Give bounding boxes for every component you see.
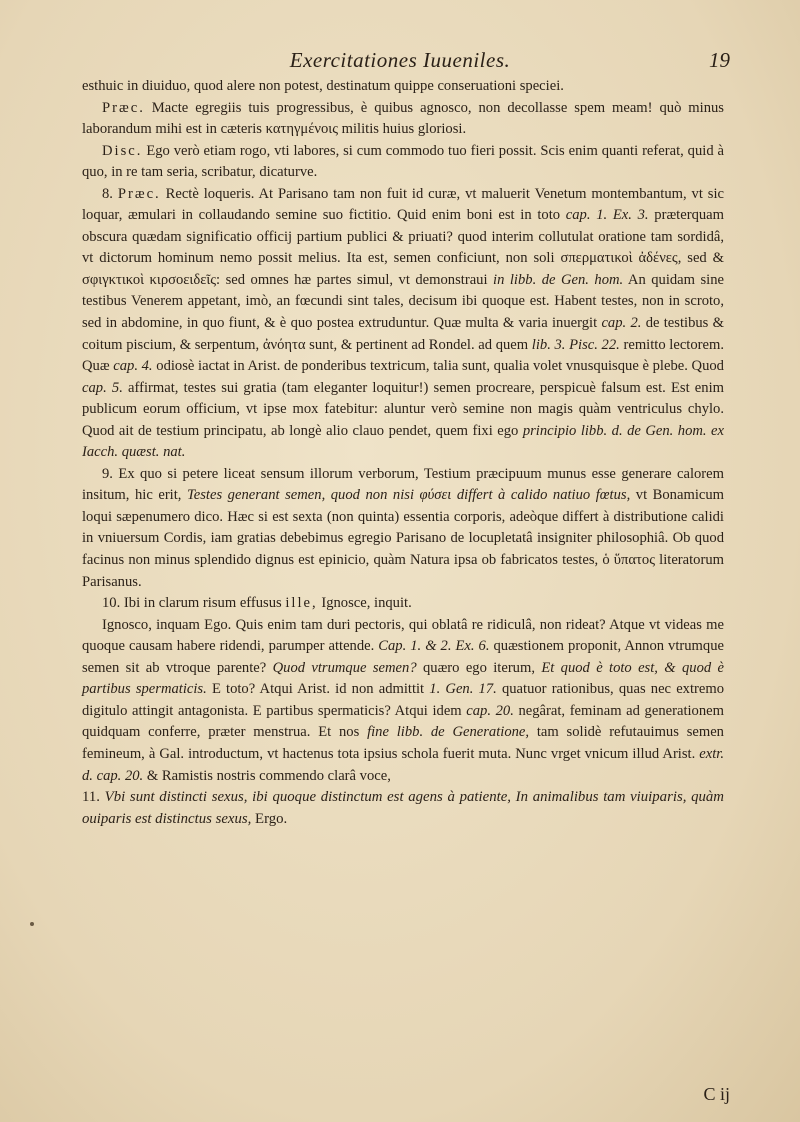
text-span: Ibi in clarum risum effusus <box>123 595 282 612</box>
speaker-label: ille, <box>285 595 318 612</box>
paragraph-3-text: Ego verò etiam rogo, vti labores, si cum commodo tuo fieri possit. Scis enim quanti referat, quid à quo, in re tam seria, scribatur, dicaturve. <box>82 142 724 181</box>
text-span: præterquam obscura quædam significatio officij partium publici & priuati? quod interim collutulat oratione tam sordidâ, vt dictorum hominum nemo possit melius. Ita est, semen conficiunt, non soli σπερματικοὶ ἀδένες, sed & σφιγκτικοὶ κιρσοειδεῖς: sed omnes hæ partes simul, vt demonstraui <box>82 207 724 288</box>
section-number: 8. <box>102 185 113 202</box>
quotation: Et quod è toto est, & quod è partibus spermaticis. <box>82 659 724 698</box>
text-span: vt Bonamicum loqui sæpenumero dico. Hæc si est sexta (non quinta) essentia corporis, adeòque differt à distributione calidi in vniuersum Cordis, iam gratias debebimus egregio Parisano de locupletatâ insigniter philosophiâ. Ob quod facinus non minus splendido dignus est epinicio, quàm Natura ipsa ob fabricatos testes, ὁ ὕπατος literatorum Parisanus. <box>82 487 724 590</box>
paragraph-2-text: Macte egregiis tuis progressibus, è quibus agnosco, non decollasse spem meam! quò minus laborandum mihi est in cæteris κατηγμένοις militis huius gloriosi. <box>82 99 724 138</box>
paragraph-7 <box>82 615 724 787</box>
section-number: 9. <box>102 465 113 482</box>
paragraph-8-proposition <box>82 787 724 830</box>
text-span: Rectè loqueris. At Parisano tam non fuit id curæ, vt maluerit Venetum montembantum, vt sic loquar, æmulari in collaudando semine suo fictitio. Quid enim boni est in toto <box>82 185 724 224</box>
margin-dot <box>30 922 34 926</box>
page-number: 19 <box>709 48 730 72</box>
citation: cap. 2. <box>601 315 642 332</box>
text-span: Ex quo si petere liceat sensum illorum verborum, Testium præcipuum munus esse generare calorem insitum, hic erit, <box>82 465 724 504</box>
text-span: quæstionem proponit, Annon vtrumque semen sit ab vtroque parente? <box>82 638 724 676</box>
citation: lib. 3. Pisc. 22. <box>531 336 620 353</box>
citation: cap. 4. <box>113 358 153 375</box>
paragraph-2 <box>82 98 724 141</box>
paragraph-1-text: esthuic in diuiduo, quod alere non potest, destinatum quippe conseruationi speciei. <box>82 78 564 94</box>
speaker-label: Præc. <box>117 185 161 202</box>
citation: principio libb. d. de Gen. hom. ex Iacch. quæst. nat. <box>82 422 724 461</box>
text-span: & Ramistis nostris commendo clarâ voce, <box>146 767 391 784</box>
paragraph-4 <box>82 184 724 464</box>
body-text <box>82 76 724 830</box>
paragraph-3 <box>82 141 724 184</box>
citation: in libb. de Gen. hom. <box>493 271 624 288</box>
section-number: 11. <box>82 789 100 806</box>
text-span: affirmat, testes sui gratia (tam eleganter loquitur!) semen procreare, perspicuè falsum est. Est enim publicum eorum officium, vt ipse mox fatebitur: aluntur verò semine non magis quàm ventriculus chylo. Quod ait de testium principatu, ab longè alio clauo pendet, quem fixi ego <box>82 379 724 439</box>
text-span: odiosè iactat in Arist. de ponderibus textricum, talia sunt, qualia volet vnusquisque è plebe. Quod <box>156 358 724 375</box>
citation: cap. 5. <box>82 379 123 396</box>
text-span: tam solidè refutauimus semen femineum, à Gal. introductum, vt hactenus tota ipsius schola fuerit muta. Nunc vrget vnicum illud Arist. <box>82 724 724 762</box>
citation: fine libb. de Generatione, <box>367 724 530 741</box>
running-title: Exercitationes Iuueniles. <box>289 48 511 72</box>
text-span: Ignosco, inquam Ego. Quis enim tam duri pectoris, qui oblatâ re ridiculâ, non rideat? Atque vt videas me quoque causam habere ridendi, parumper attende. <box>82 616 724 655</box>
paragraph-1 <box>82 76 724 98</box>
citation: cap. 20. <box>466 702 514 719</box>
paragraph-6 <box>82 593 724 615</box>
text-span: Ignosce, inquit. <box>321 595 412 612</box>
proposition-text: Vbi sunt distincti sexus, ibi quoque distinctum est agens à patiente, In animalibus tam viuiparis, quàm ouiparis est distinctus sexus, <box>82 789 724 827</box>
text-span: quatuor rationibus, quas nec extremo digitulo attingit antagonista. E partibus spermaticis? Atqui idem <box>82 681 725 719</box>
quotation: Quod vtrumque semen? <box>272 659 417 676</box>
text-span: negârat, feminam ad generationem quidquam conferre, præter menstrua. Et nos <box>82 702 724 741</box>
catchword: C ij <box>703 1084 730 1104</box>
text-span: E toto? Atqui Arist. id non admittit <box>211 681 425 698</box>
text-span: An quidam sine testibus Venerem appetant, imò, an fœcundi sint tales, decisum ibi quoque est. Habent testes, non in scroto, sed in abdomine, in quo fiunt, & è quo postea extruduntur. Quæ multa & varia inuergit <box>82 271 725 332</box>
paragraph-5 <box>82 464 724 593</box>
citation: cap. 1. Ex. 3. <box>565 207 649 224</box>
text-span: remitto lectorem. Quæ <box>82 336 724 375</box>
section-number: 10. <box>102 595 121 612</box>
citation: extr. d. cap. 20. <box>82 745 725 784</box>
citation: 1. Gen. 17. <box>429 681 497 698</box>
text-span: de testibus & coitum piscium, & serpentum, ἀνόητα sunt, & pertinent ad Rondel. ad quem <box>82 315 724 353</box>
conclusion-word: Ergo. <box>255 810 288 827</box>
quotation: Testes generant semen, quod non nisi φύσει differt à calido natiuo fœtus, <box>187 487 631 504</box>
citation: Cap. 1. & 2. Ex. 6. <box>378 638 490 655</box>
speaker-label: Præc. <box>102 99 145 116</box>
speaker-label: Disc. <box>102 142 143 159</box>
text-span: quæro ego iterum, <box>422 659 535 676</box>
